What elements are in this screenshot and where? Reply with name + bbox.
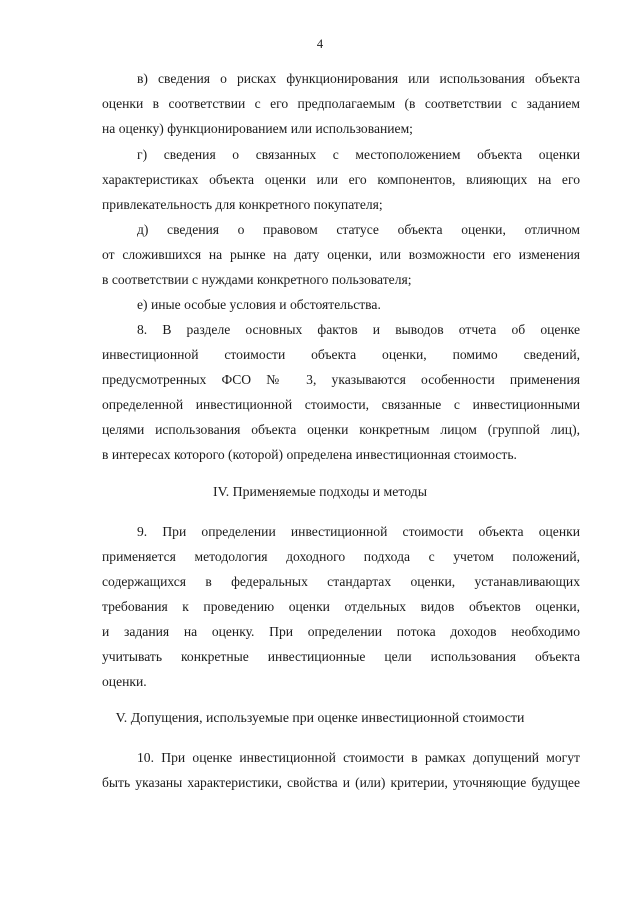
section-heading-iv: IV. Применяемые подходы и методы [212, 484, 428, 499]
text-line: применяется методология доходного подхода с учетом положений, [102, 549, 580, 564]
text-line: е) иные особые условия и обстоятельства. [137, 297, 381, 312]
paragraph-g [102, 142, 580, 217]
paragraph-v [102, 66, 580, 141]
text-line: быть указаны характеристики, свойства и (или) критерии, уточняющие будущее [102, 775, 580, 790]
text-line: целями использования объекта оценки конкретным лицом (группой лиц), [102, 422, 580, 437]
paragraph-8 [102, 317, 580, 467]
paragraph-10 [102, 745, 580, 795]
text-line: в соответствии с нуждами конкретного пользователя; [102, 272, 412, 287]
text-line: содержащихся в федеральных стандартах оценки, устанавливающих [102, 574, 580, 589]
text-line: определенной инвестиционной стоимости, связанные с инвестиционными [102, 397, 580, 412]
text-line: оценки в соответствии с его предполагаемым (в соответствии с заданием [102, 96, 580, 111]
text-line: на оценку) функционированием или использованием; [102, 121, 413, 136]
text-line: 8. В разделе основных фактов и выводов отчета об оценке [137, 322, 580, 337]
text-line: 10. При оценке инвестиционной стоимости в рамках допущений могут [137, 750, 580, 765]
text-line: в интересах которого (которой) определена инвестиционная стоимость. [102, 447, 517, 462]
paragraph-9 [102, 519, 580, 694]
text-line: инвестиционной стоимости объекта оценки, помимо сведений, [102, 347, 580, 362]
text-line: д) сведения о правовом статусе объекта оценки, отличном [137, 222, 580, 237]
text-line: предусмотренных ФСО № 3, указываются особенности применения [102, 372, 580, 387]
text-line: г) сведения о связанных с местоположением объекта оценки [137, 147, 580, 162]
text-line: в) сведения о рисках функционирования или использования объекта [137, 71, 580, 86]
text-line: 9. При определении инвестиционной стоимости объекта оценки [137, 524, 580, 539]
text-line: характеристиках объекта оценки или его компонентов, влияющих на его [102, 172, 580, 187]
page-number: 4 [316, 37, 324, 51]
text-line: привлекательность для конкретного покупателя; [102, 197, 383, 212]
text-line: оценки. [102, 674, 147, 689]
paragraph-d [102, 217, 580, 292]
text-line: от сложившихся на рынке на дату оценки, или возможности его изменения [102, 247, 580, 262]
text-line: учитывать конкретные инвестиционные цели использования объекта [102, 649, 580, 664]
text-line: и задания на оценку. При определении потока доходов необходимо [102, 624, 580, 639]
paragraph-e [102, 292, 580, 317]
text-line: требования к проведению оценки отдельных видов объектов оценки, [102, 599, 580, 614]
section-heading-v: V. Допущения, используемые при оценке инвестиционной стоимости [115, 710, 525, 725]
